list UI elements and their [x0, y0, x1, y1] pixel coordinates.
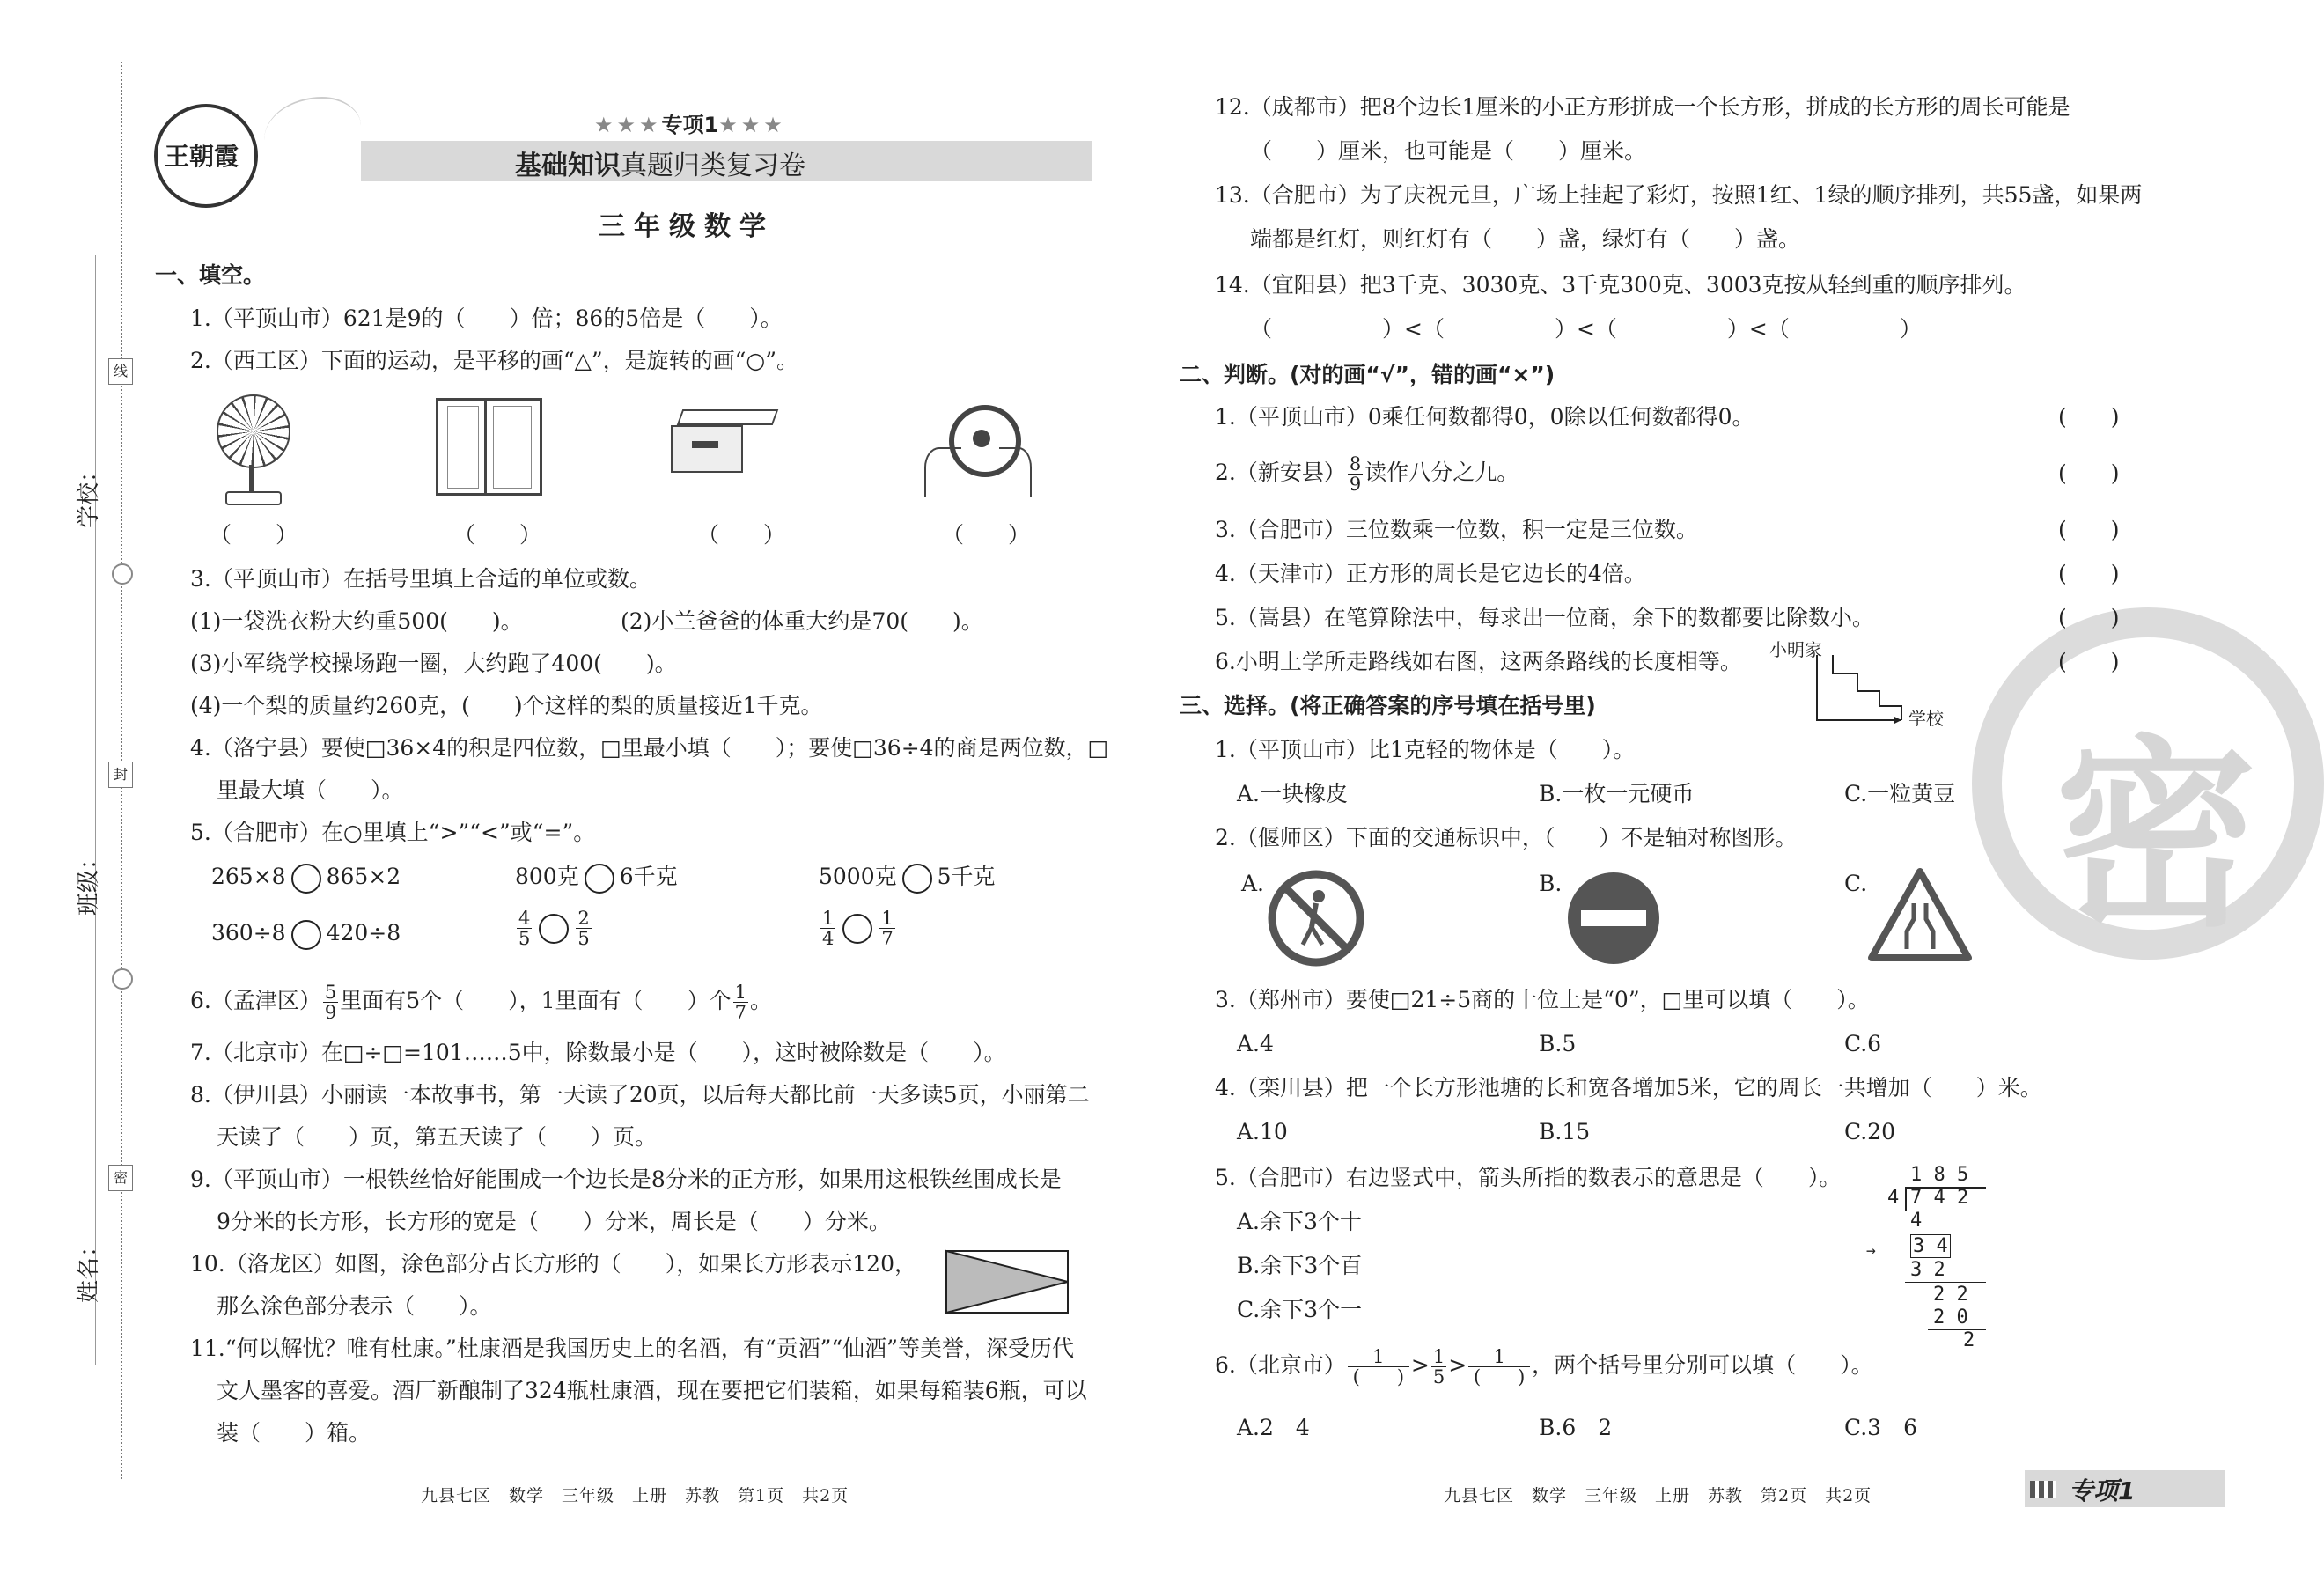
route-diagram [1813, 651, 1910, 731]
watermark-seal [1972, 607, 2324, 960]
choice-2: 2.（偃师区）下面的交通标识中，（ ）不是轴对称图形。 [1215, 825, 1798, 850]
question-2: 2.（西工区）下面的运动，是平移的画“△”，是旋转的画“○”。 [190, 348, 799, 373]
choice-1-option-b[interactable]: B.一枚一元硬币 [1539, 781, 1695, 806]
choice-3-option-a[interactable]: A.4 [1237, 1031, 1274, 1056]
series-banner-small: ★★★专项1★★★ [594, 113, 786, 137]
compare-circle[interactable] [902, 864, 932, 894]
compare-row2-b [515, 909, 593, 948]
division-divisor: 4 [1887, 1187, 1900, 1209]
question-10-line-2: 那么涂色部分表示（ ）。 [217, 1293, 492, 1319]
fraction: $\frac{4}{5}$ [518, 908, 531, 949]
choice-1-option-a[interactable]: A.一块橡皮 [1237, 781, 1349, 806]
question-11-line-2: 文人墨客的喜爱。酒厂新酿制了324瓶杜康酒，现在要把它们装箱，如果每箱装6瓶，可以 [217, 1378, 1087, 1403]
binding-mark-secret: 密 [108, 1165, 133, 1191]
question-4-line-1: 4.（洛宁县）要使□36×4的积是四位数，□里最小填（ ）；要使□36÷4的商是两位数，□ [190, 735, 1109, 761]
q10-rectangle-figure [945, 1250, 1069, 1314]
fan-image [210, 394, 294, 504]
judge-6: 6.小明上学所走路线如右图，这两条路线的长度相等。 [1215, 649, 1742, 674]
choice-5-option-c[interactable]: C.余下3个一 [1237, 1297, 1363, 1322]
question-3-2: (2)小兰爸爸的体重大约是70( )。 [621, 608, 983, 634]
question-3-4: (4)一个梨的质量约260克，( )个这样的梨的质量接近1千克。 [190, 693, 823, 718]
question-11-line-3: 装（ ）箱。 [217, 1420, 371, 1446]
compare-row2-a: 360÷8 420÷8 [211, 919, 401, 950]
ribbon-decoration-icon [264, 97, 361, 169]
question-4-line-2: 里最大填（ ）。 [217, 777, 404, 803]
choice-4-option-a[interactable]: A.10 [1237, 1119, 1288, 1144]
judge-answer-3[interactable]: ( ) [2058, 517, 2120, 542]
drawer-image [671, 409, 776, 480]
choice-6-option-a[interactable]: A.2 4 [1237, 1415, 1310, 1440]
section3-title: 三、选择。(将正确答案的序号填在括号里) [1180, 693, 1596, 718]
question-14-answer-row[interactable]: （ ）<（ ）<（ ）<（ ） [1250, 316, 1922, 342]
question-3-1: (1)一袋洗衣粉大约重500( )。 [190, 608, 523, 634]
choice-3: 3.（郑州市）要使□21÷5商的十位上是“0”，□里可以填（ ）。 [1215, 987, 1870, 1012]
footer-left: 九县七区 数学 三年级 上册 苏教 第1页 共2页 [421, 1486, 849, 1505]
name-label: 姓名： [76, 1233, 102, 1303]
school-label: 学校： [76, 459, 102, 528]
q2-answer-1[interactable]: （ ） [210, 522, 298, 548]
division-row: 3 2 [1910, 1259, 1945, 1281]
judge-answer-6[interactable]: ( ) [2058, 649, 2120, 674]
question-6: 6.（孟津区） $\frac{5}{9}$ 里面有5个（ ），1里面有（ ）个 $\frac{1}{7}$ 。 [190, 982, 772, 1023]
long-division: 1 8 5 4 7 4 2 4 → 3 4 3 2 2 2 2 0 2 [1866, 1164, 1998, 1349]
binding-solid-line [95, 255, 96, 1365]
compare-row1-c: 5000克 5千克 [819, 863, 996, 894]
fraction: $\frac{1}{7}$ [881, 908, 894, 949]
fraction: $\frac{2}{5}$ [577, 908, 590, 949]
choice-5-option-a[interactable]: A.余下3个十 [1237, 1209, 1362, 1234]
question-12-line-2: （ ）厘米，也可能是（ ）厘米。 [1250, 138, 1647, 164]
binding-mark-seal: 封 [108, 762, 133, 788]
division-row: 3 4 [1910, 1234, 1951, 1258]
no-pedestrian-sign-icon [1268, 870, 1364, 967]
choice-3-option-b[interactable]: B.5 [1539, 1031, 1577, 1056]
choice-6-option-c[interactable]: C.3 6 [1844, 1415, 1917, 1440]
section1-title: 一、填空。 [155, 262, 266, 288]
footer-right: 九县七区 数学 三年级 上册 苏教 第2页 共2页 [1444, 1486, 1872, 1505]
division-row: 2 [1963, 1329, 1975, 1351]
question-5: 5.（合肥市）在○里填上“>”“<”或“=”。 [190, 820, 596, 845]
fraction: $\frac{1}{7}$ [734, 982, 746, 1023]
judge-answer-5[interactable]: ( ) [2058, 605, 2120, 630]
window-image [436, 398, 542, 496]
brand-logo [154, 104, 258, 208]
judge-2: 2.（新安县） $\frac{8}{9}$ 读作八分之九。 [1215, 453, 1519, 495]
fraction: $\frac{5}{9}$ [324, 982, 337, 1023]
fraction: $\frac{1}{5}$ [1432, 1346, 1445, 1387]
binding-dot-2 [112, 968, 133, 990]
choice-2-label-c[interactable]: C. [1844, 871, 1868, 896]
question-7: 7.（北京市）在□÷□=101……5中，除数最小是（ ），这时被除数是（ ）。 [190, 1040, 1006, 1065]
fraction: $\frac{1}{( )}$ [1468, 1347, 1530, 1387]
choice-4-option-c[interactable]: C.20 [1844, 1119, 1895, 1144]
steering-wheel-image [924, 394, 1030, 496]
q2-answer-3[interactable]: （ ） [697, 522, 786, 548]
footer-tag: 专项1 [2069, 1476, 2136, 1505]
judge-3: 3.（合肥市）三位数乘一位数，积一定是三位数。 [1215, 517, 1698, 542]
brand-logo-text: 王朝霞 [165, 142, 239, 171]
q2-answer-4[interactable]: （ ） [942, 522, 1031, 548]
division-row: 2 2 [1933, 1284, 1968, 1306]
question-14-line-1: 14.（宜阳县）把3千克、3030克、3千克300克、3003克按从轻到重的顺序排列。 [1215, 272, 2026, 298]
watermark-text: 密 [2055, 719, 2258, 954]
compare-row2-c [819, 909, 897, 948]
section2-title: 二、判断。(对的画“√”，错的画“×”) [1180, 362, 1555, 387]
choice-6-option-b[interactable]: B.6 2 [1539, 1415, 1613, 1440]
question-8-line-1: 8.（伊川县）小丽读一本故事书，第一天读了20页，以后每天都比前一天多读5页，小丽第二 [190, 1082, 1090, 1108]
choice-1-option-c[interactable]: C.一粒黄豆 [1844, 781, 1956, 806]
choice-1: 1.（平顶山市）比1克轻的物体是（ ）。 [1215, 737, 1636, 762]
question-1: 1.（平顶山市）621是9的（ ）倍；86的5倍是（ ）。 [190, 305, 783, 331]
question-10-line-1: 10.（洛龙区）如图，涂色部分占长方形的（ ），如果长方形表示120， [190, 1251, 916, 1277]
choice-4: 4.（栾川县）把一个长方形池塘的长和宽各增加5米，它的周长一共增加（ ）米。 [1215, 1075, 2042, 1100]
subject-title: 三年级数学 [599, 211, 775, 242]
question-3: 3.（平顶山市）在括号里填上合适的单位或数。 [190, 566, 651, 592]
division-dividend: 7 4 2 [1910, 1187, 1969, 1209]
fraction: $\frac{1}{( )}$ [1348, 1347, 1409, 1387]
compare-circle[interactable] [585, 864, 614, 894]
compare-circle[interactable] [291, 920, 321, 950]
question-9-line-1: 9.（平顶山市）一根铁丝恰好能围成一个边长是8分米的正方形，如果用这根铁丝围成长是 [190, 1167, 1062, 1192]
binding-mark-line: 线 [108, 358, 133, 385]
route-school-label: 学校 [1908, 708, 1944, 729]
choice-3-option-c[interactable]: C.6 [1844, 1031, 1882, 1056]
judge-1: 1.（平顶山市）0乘任何数都得0，0除以任何数都得0。 [1215, 404, 1754, 430]
class-label: 班级： [76, 846, 102, 916]
fraction: $\frac{1}{4}$ [822, 908, 835, 949]
judge-answer-1[interactable]: ( ) [2058, 404, 2120, 430]
compare-circle[interactable] [842, 914, 872, 944]
question-13-line-1: 13.（合肥市）为了庆祝元旦，广场上挂起了彩灯，按照1红、1绿的顺序排列，共55盏，如果两 [1215, 182, 2143, 208]
judge-answer-2[interactable]: ( ) [2058, 460, 2120, 486]
binding-dot-1 [112, 563, 133, 585]
route-home-label: 小明家 [1769, 639, 1822, 660]
choice-2-label-a[interactable]: A. [1241, 871, 1265, 896]
question-8-line-2: 天读了（ ）页，第五天读了（ ）页。 [217, 1124, 658, 1150]
compare-row1-b: 800克 6千克 [515, 863, 678, 894]
choice-4-option-b[interactable]: B.15 [1539, 1119, 1591, 1144]
question-11-line-1: 11.“何以解忧？唯有杜康。”杜康酒是我国历史上的名酒，有“贡酒”“仙酒”等美誉，深受历代 [190, 1336, 1074, 1361]
page-title: 基础知识真题归类复习卷 [515, 151, 805, 181]
division-row: 4 [1910, 1210, 1923, 1232]
compare-circle[interactable] [291, 864, 321, 894]
footer-tag-squares-icon [2030, 1481, 2056, 1498]
question-12-line-1: 12.（成都市）把8个边长1厘米的小正方形拼成一个长方形，拼成的长方形的周长可能是 [1215, 94, 2070, 120]
compare-row1-a: 265×8 865×2 [211, 863, 401, 894]
choice-5-option-b[interactable]: B.余下3个百 [1237, 1253, 1363, 1278]
judge-4: 4.（天津市）正方形的周长是它边长的4倍。 [1215, 561, 1646, 586]
division-row: 2 0 [1933, 1306, 1968, 1328]
q2-answer-2[interactable]: （ ） [453, 522, 542, 548]
question-3-3: (3)小军绕学校操场跑一圈，大约跑了400( )。 [190, 651, 677, 676]
question-13-line-2: 端都是红灯，则红灯有（ ）盏，绿灯有（ ）盏。 [1250, 226, 1801, 252]
compare-circle[interactable] [539, 914, 569, 944]
judge-5: 5.（嵩县）在笔算除法中，每求出一位商，余下的数都要比除数小。 [1215, 605, 1874, 630]
choice-6: 6.（北京市） $\frac{1}{( )}$ > $\frac{1}{5}$ > $\frac{1}{( )}$ ，两个括号里分别可以填（ ）。 [1215, 1346, 1873, 1387]
choice-2-label-b[interactable]: B. [1539, 871, 1563, 896]
no-entry-sign-icon [1565, 870, 1662, 967]
judge-answer-4[interactable]: ( ) [2058, 561, 2120, 586]
division-quotient: 1 8 5 [1910, 1164, 1969, 1186]
road-narrows-sign-icon [1868, 868, 1972, 961]
question-9-line-2: 9分米的长方形，长方形的宽是（ ）分米，周长是（ ）分米。 [217, 1209, 891, 1234]
choice-5: 5.（合肥市）右边竖式中，箭头所指的数表示的意思是（ ）。 [1215, 1165, 1842, 1190]
fraction: $\frac{8}{9}$ [1349, 453, 1362, 495]
